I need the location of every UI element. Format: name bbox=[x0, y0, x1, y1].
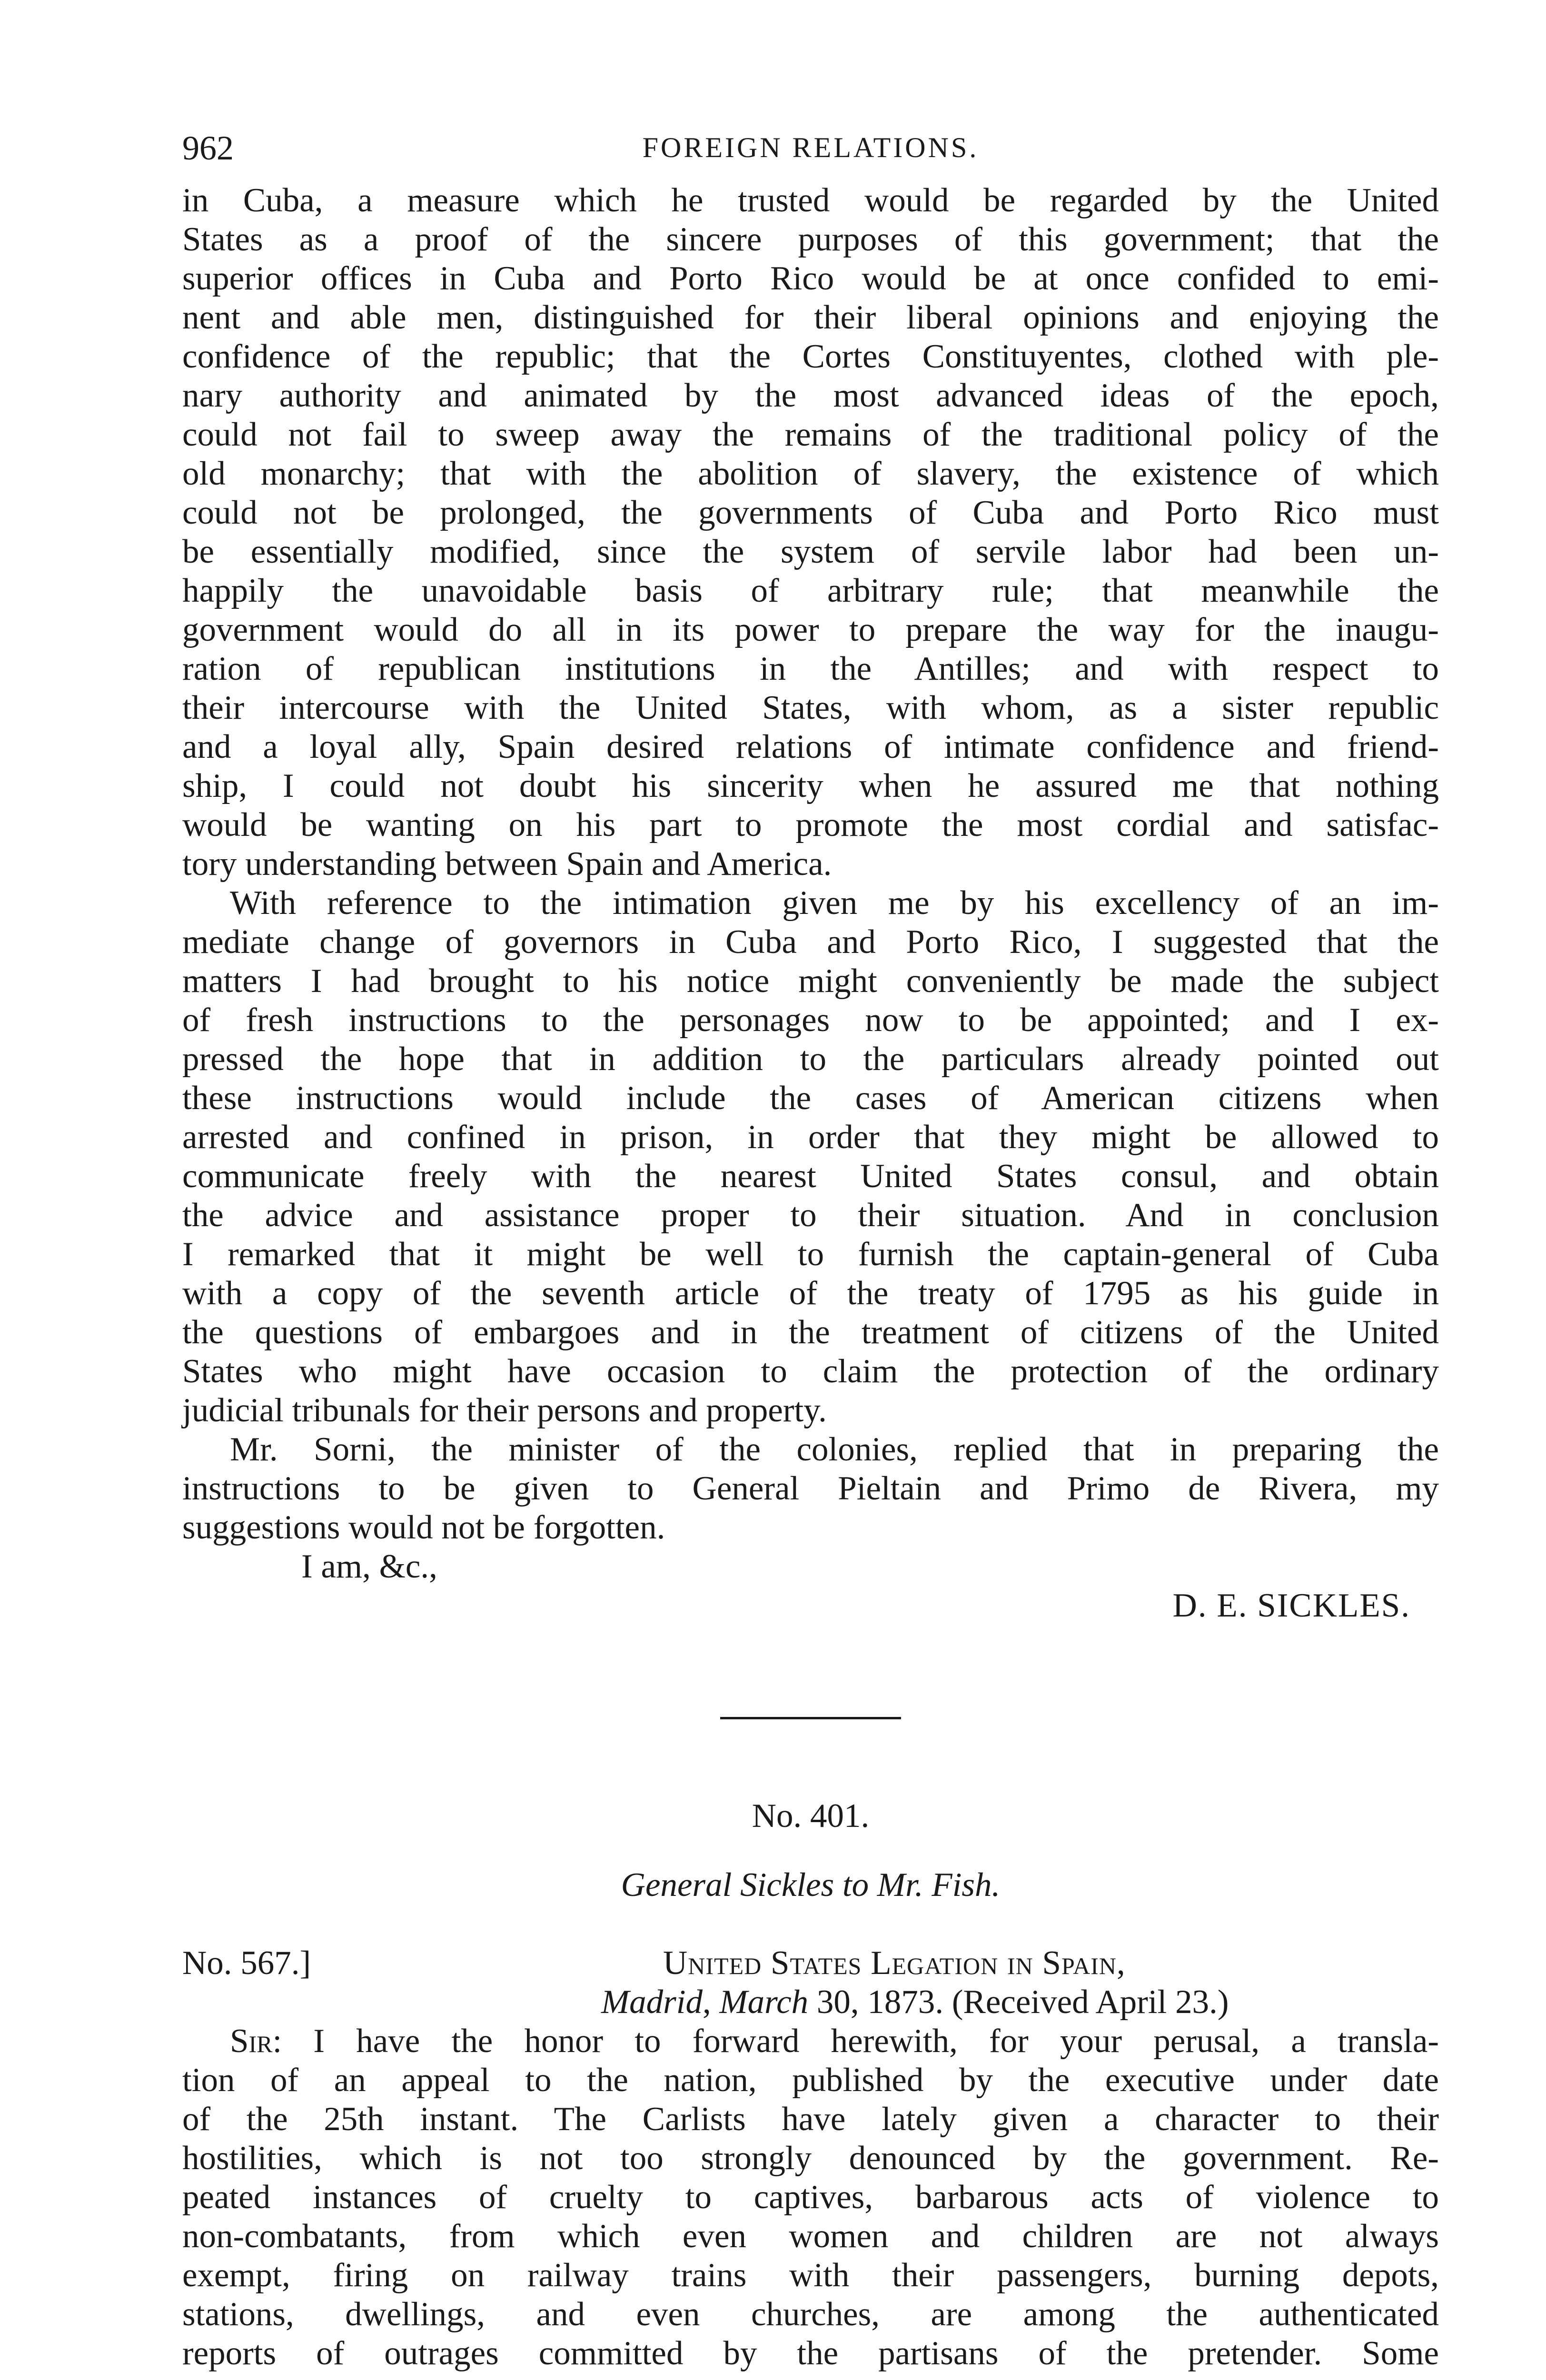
dateline: Madrid, March 30, 1873. (Received April 23.) bbox=[601, 1983, 1229, 2021]
text-line: pressed the hope that in addition to the particulars already pointed out bbox=[182, 1041, 1439, 1078]
date-rest: 30, 1873. bbox=[816, 1983, 944, 2021]
text-line: these instructions would include the cases of American citizens when bbox=[182, 1080, 1439, 1117]
text-line: ration of republican institutions in the Antilles; and with respect to bbox=[182, 650, 1439, 687]
text-line: the advice and assistance proper to their situation. And in conclusion bbox=[182, 1197, 1439, 1234]
text-line: old monarchy; that with the abolition of slavery, the existence of which bbox=[182, 455, 1439, 492]
text-line: nary authority and animated by the most advanced ideas of the epoch, bbox=[182, 377, 1439, 414]
text-line: I remarked that it might be well to furnish the captain-general of Cuba bbox=[182, 1236, 1439, 1273]
text-line: Mr. Sorni, the minister of the colonies, replied that in preparing the bbox=[230, 1431, 1439, 1468]
text-line: confidence of the republic; that the Cortes Constituyentes, clothed with ple- bbox=[182, 338, 1439, 375]
dispatch-number: No. 567.] bbox=[182, 1944, 311, 1982]
text-line: of fresh instructions to the personages now to be appointed; and I ex- bbox=[182, 1002, 1439, 1039]
text-line: non-combatants, from which even women and children are not always bbox=[182, 2218, 1439, 2255]
text-line: stations, dwellings, and even churches, are among the authenticated bbox=[182, 2296, 1439, 2333]
page-number: 962 bbox=[182, 129, 234, 167]
text-line: mediate change of governors in Cuba and Porto Rico, I suggested that the bbox=[182, 923, 1439, 961]
text-line: arrested and confined in prison, in order that they might be allowed to bbox=[182, 1119, 1439, 1156]
text-line bbox=[182, 2022, 1439, 2061]
text-line: happily the unavoidable basis of arbitrary rule; that meanwhile the bbox=[182, 572, 1439, 609]
text-line: their intercourse with the United States, with whom, as a sister republic bbox=[182, 689, 1439, 726]
text-line: reports of outrages committed by the partisans of the pretender. Some bbox=[182, 2335, 1439, 2372]
text-line: judicial tribunals for their persons and property. bbox=[182, 1392, 827, 1429]
text-line: and a loyal ally, Spain desired relations of intimate confidence and friend- bbox=[182, 728, 1439, 765]
text-line: the questions of embargoes and in the treatment of citizens of the United bbox=[182, 1314, 1439, 1351]
text-line: instructions to be given to General Pieltain and Primo de Rivera, my bbox=[182, 1470, 1439, 1507]
text-line: tory understanding between Spain and America. bbox=[182, 845, 832, 883]
body-text bbox=[182, 181, 1439, 1586]
text-line: States as a proof of the sincere purposes of this government; that the bbox=[182, 221, 1439, 258]
text-line: suggestions would not be forgotten. bbox=[182, 1509, 665, 1546]
letter-body bbox=[182, 2022, 1439, 2373]
text-line: ship, I could not doubt his sincerity when he assured me that nothing bbox=[182, 767, 1439, 804]
text-line: in Cuba, a measure which he trusted would be regarded by the United bbox=[182, 182, 1439, 219]
text-line: of the 25th instant. The Carlists have lately given a character to their bbox=[182, 2101, 1439, 2138]
text-line: could not be prolonged, the governments of Cuba and Porto Rico must bbox=[182, 494, 1439, 531]
text-line: hostilities, which is not too strongly denounced by the government. Re- bbox=[182, 2140, 1439, 2177]
reference-paragraph bbox=[182, 883, 1439, 1430]
first-line-text: : I have the honor to forward herewith, for your perusal, a transla- bbox=[272, 2023, 1439, 2060]
text-line: be essentially modified, since the system of servile labor had been un- bbox=[182, 533, 1439, 570]
sorni-paragraph bbox=[182, 1430, 1439, 1547]
text-line: matters I had brought to his notice might conveniently be made the subject bbox=[182, 962, 1439, 1000]
date-month: March bbox=[719, 1983, 809, 2021]
document-number: No. 401. bbox=[752, 1797, 870, 1835]
signature: D. E. SICKLES. bbox=[1172, 1587, 1410, 1624]
salutation: Sir bbox=[230, 2023, 273, 2060]
text-line: could not fail to sweep away the remains of the traditional policy of the bbox=[182, 416, 1439, 453]
text-line: peated instances of cruelty to captives, barbarous acts of violence to bbox=[182, 2179, 1439, 2216]
page-header bbox=[182, 129, 1439, 181]
dispatch-heading bbox=[182, 1944, 1439, 2022]
document-page bbox=[182, 129, 1439, 2373]
text-line: government would do all in its power to prepare the way for the inaugu- bbox=[182, 611, 1439, 648]
closing-salutation: I am, &c., bbox=[301, 1548, 437, 1585]
section-divider bbox=[720, 1717, 901, 1719]
text-line: communicate freely with the nearest United States consul, and obtain bbox=[182, 1158, 1439, 1195]
text-line: superior offices in Cuba and Porto Rico would be at once confided to emi- bbox=[182, 260, 1439, 297]
text-line: would be wanting on his part to promote the most cordial and satisfac- bbox=[182, 806, 1439, 843]
received-note: (Received April 23.) bbox=[951, 1983, 1229, 2021]
running-head: FOREIGN RELATIONS. bbox=[642, 132, 979, 163]
text-line: with a copy of the seventh article of the treaty of 1795 as his guide in bbox=[182, 1275, 1439, 1312]
document-title: General Sickles to Mr. Fish. bbox=[621, 1866, 1001, 1904]
text-line: tion of an appeal to the nation, published by the executive under date bbox=[182, 2062, 1439, 2099]
text-line: nent and able men, distinguished for their liberal opinions and enjoying the bbox=[182, 299, 1439, 336]
text-line: exempt, firing on railway trains with their passengers, burning depots, bbox=[182, 2257, 1439, 2294]
continuation-paragraph bbox=[182, 181, 1439, 883]
legation-name: United States Legation in Spain, bbox=[663, 1944, 1126, 1982]
text-line: States who might have occasion to claim the protection of the ordinary bbox=[182, 1353, 1439, 1390]
text-line: With reference to the intimation given me by his excellency of an im- bbox=[230, 884, 1439, 922]
date-place: Madrid bbox=[601, 1983, 703, 2021]
